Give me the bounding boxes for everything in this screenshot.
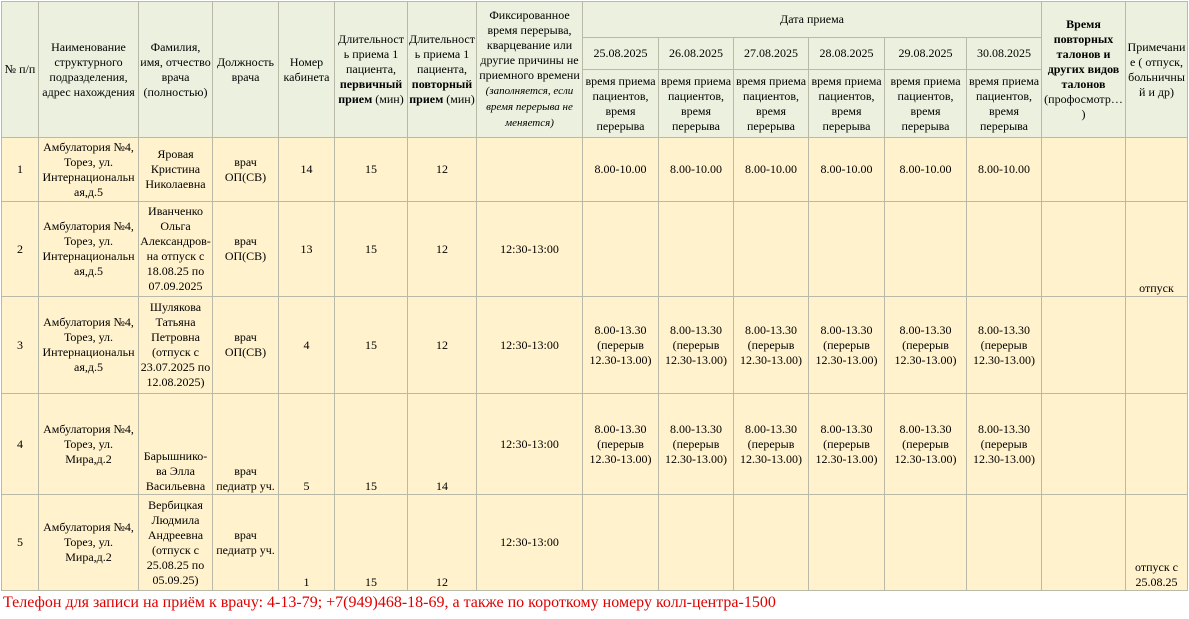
header-repeat-duration-text: Длительность приема 1 пациента, [409, 32, 475, 76]
cell-repeat-tickets [1042, 202, 1126, 297]
cell-num: 3 [2, 297, 39, 394]
table-row [2, 394, 1188, 495]
cell-repeat-tickets [1042, 138, 1126, 202]
cell-doctor-name: Иванченко Ольга Александров-на отпуск с 18.08.25 по 07.09.2025 [139, 202, 213, 297]
header-date: 29.08.2025 [885, 38, 967, 70]
cell-day: 8.00-13.30 (перерыв 12.30-13.00) [659, 297, 734, 394]
header-break-text: Фиксированное время перерыва, кварцевание или другие причины не приемного времени [479, 8, 580, 82]
cell-room: 4 [279, 297, 335, 394]
cell-room: 5 [279, 394, 335, 495]
header-date-sub: время приема пациентов, время перерыва [885, 70, 967, 138]
header-repeat-tickets-note: (профосмотр… ) [1044, 92, 1123, 121]
cell-day: 8.00-13.30 (перерыв 12.30-13.00) [885, 297, 967, 394]
cell-note: отпуск [1126, 202, 1188, 297]
header-first-duration-text: Длительность приема 1 пациента, [338, 32, 404, 76]
cell-break [477, 138, 583, 202]
cell-doctor-name: Шулякова Татьяна Петровна (отпуск с 23.07.2025 по 12.08.2025) [139, 297, 213, 394]
cell-first-duration: 15 [335, 394, 408, 495]
cell-break: 12:30-13:00 [477, 394, 583, 495]
cell-day: 8.00-13.30 (перерыв 12.30-13.00) [734, 394, 809, 495]
cell-day [734, 202, 809, 297]
cell-day [659, 202, 734, 297]
header-date-sub: время приема пациентов, время перерыва [659, 70, 734, 138]
cell-note [1126, 297, 1188, 394]
cell-position: врач ОП(СВ) [213, 297, 279, 394]
cell-break: 12:30-13:00 [477, 495, 583, 591]
cell-day: 8.00-10.00 [734, 138, 809, 202]
cell-doctor-name: Яровая Кристина Николаевна [139, 138, 213, 202]
cell-room: 1 [279, 495, 335, 591]
header-department: Наименование структурного подразделения, адрес нахождения [39, 2, 139, 138]
header-date: 28.08.2025 [809, 38, 885, 70]
cell-note [1126, 394, 1188, 495]
cell-repeat-duration: 12 [408, 202, 477, 297]
header-date: 26.08.2025 [659, 38, 734, 70]
cell-first-duration: 15 [335, 138, 408, 202]
cell-department: Амбулатория №4, Торез, ул. Интернациональная,д.5 [39, 297, 139, 394]
header-break-note: (заполняется, если время перерыва не меняется) [485, 85, 574, 129]
header-date-sub: время приема пациентов, время перерыва [583, 70, 659, 138]
cell-repeat-tickets [1042, 297, 1126, 394]
cell-day: 8.00-13.30 (перерыв 12.30-13.00) [809, 297, 885, 394]
cell-day [967, 495, 1042, 591]
header-repeat-tickets-bold: Время повторных талонов и других видов талонов [1047, 17, 1120, 91]
cell-day: 8.00-13.30 (перерыв 12.30-13.00) [583, 394, 659, 495]
cell-repeat-duration: 12 [408, 297, 477, 394]
cell-repeat-tickets [1042, 394, 1126, 495]
header-date: 25.08.2025 [583, 38, 659, 70]
cell-repeat-tickets [1042, 495, 1126, 591]
cell-note: отпуск с 25.08.25 [1126, 495, 1188, 591]
cell-day: 8.00-10.00 [583, 138, 659, 202]
cell-department: Амбулатория №4, Торез, ул. Мира,д.2 [39, 495, 139, 591]
header-first-duration-bold: первичный прием [338, 77, 403, 106]
table-row [2, 297, 1188, 394]
cell-day: 8.00-13.30 (перерыв 12.30-13.00) [809, 394, 885, 495]
cell-first-duration: 15 [335, 495, 408, 591]
cell-doctor-name: Вербицкая Людмила Андреевна (отпуск с 25.08.25 по 05.09.25) [139, 495, 213, 591]
cell-day [885, 495, 967, 591]
cell-day: 8.00-10.00 [885, 138, 967, 202]
header-repeat-duration-unit: (мин) [446, 92, 475, 106]
header-repeat-tickets [1042, 2, 1126, 138]
header-date-sub: время приема пациентов, время перерыва [734, 70, 809, 138]
header-first-duration-unit: (мин) [375, 92, 404, 106]
cell-note [1126, 138, 1188, 202]
header-position: Должность врача [213, 2, 279, 138]
cell-position: врач ОП(СВ) [213, 202, 279, 297]
cell-repeat-duration: 12 [408, 495, 477, 591]
cell-break: 12:30-13:00 [477, 297, 583, 394]
cell-department: Амбулатория №4, Торез, ул. Интернациональная,д.5 [39, 202, 139, 297]
cell-department: Амбулатория №4, Торез, ул. Интернациональная,д.5 [39, 138, 139, 202]
cell-day: 8.00-10.00 [967, 138, 1042, 202]
header-repeat-duration-bold: повторный прием [409, 77, 473, 106]
cell-day: 8.00-13.30 (перерыв 12.30-13.00) [583, 297, 659, 394]
table-row [2, 138, 1188, 202]
cell-day [809, 495, 885, 591]
cell-doctor-name: Барышнико-ва Элла Васильевна [139, 394, 213, 495]
cell-day [583, 495, 659, 591]
cell-break: 12:30-13:00 [477, 202, 583, 297]
cell-position: врач педиатр уч. [213, 495, 279, 591]
cell-day: 8.00-10.00 [809, 138, 885, 202]
cell-day: 8.00-10.00 [659, 138, 734, 202]
cell-position: врач педиатр уч. [213, 394, 279, 495]
cell-day [659, 495, 734, 591]
header-date: 30.08.2025 [967, 38, 1042, 70]
header-break-time [477, 2, 583, 138]
table-row [2, 202, 1188, 297]
cell-num: 2 [2, 202, 39, 297]
cell-day [967, 202, 1042, 297]
header-date-group: Дата приема [583, 2, 1042, 38]
header-date: 27.08.2025 [734, 38, 809, 70]
footer-phone-line: Телефон для записи на приём к врачу: 4-13-79; +7(949)468-18-69, а также по короткому номеру колл-центра-1500 [3, 594, 776, 611]
cell-day [583, 202, 659, 297]
table-row [2, 495, 1188, 591]
cell-day: 8.00-13.30 (перерыв 12.30-13.00) [885, 394, 967, 495]
cell-num: 1 [2, 138, 39, 202]
header-notes: Примечание ( отпуск, больничный и др) [1126, 2, 1188, 138]
cell-day [809, 202, 885, 297]
schedule-table [1, 1, 1188, 591]
cell-num: 5 [2, 495, 39, 591]
cell-day: 8.00-13.30 (перерыв 12.30-13.00) [967, 297, 1042, 394]
cell-room: 14 [279, 138, 335, 202]
header-room: Номер кабинета [279, 2, 335, 138]
cell-department: Амбулатория №4, Торез, ул. Мира,д.2 [39, 394, 139, 495]
header-num: № п/п [2, 2, 39, 138]
header-date-sub: время приема пациентов, время перерыва [809, 70, 885, 138]
cell-position: врач ОП(СВ) [213, 138, 279, 202]
cell-repeat-duration: 14 [408, 394, 477, 495]
cell-first-duration: 15 [335, 297, 408, 394]
cell-day [734, 495, 809, 591]
cell-day: 8.00-13.30 (перерыв 12.30-13.00) [734, 297, 809, 394]
cell-day: 8.00-13.30 (перерыв 12.30-13.00) [967, 394, 1042, 495]
header-first-visit-duration [335, 2, 408, 138]
header-repeat-visit-duration [408, 2, 477, 138]
cell-room: 13 [279, 202, 335, 297]
cell-num: 4 [2, 394, 39, 495]
cell-repeat-duration: 12 [408, 138, 477, 202]
cell-day [885, 202, 967, 297]
cell-first-duration: 15 [335, 202, 408, 297]
header-date-sub: время приема пациентов, время перерыва [967, 70, 1042, 138]
cell-day: 8.00-13.30 (перерыв 12.30-13.00) [659, 394, 734, 495]
header-doctor-name: Фамилия, имя, отчество врача (полностью) [139, 2, 213, 138]
